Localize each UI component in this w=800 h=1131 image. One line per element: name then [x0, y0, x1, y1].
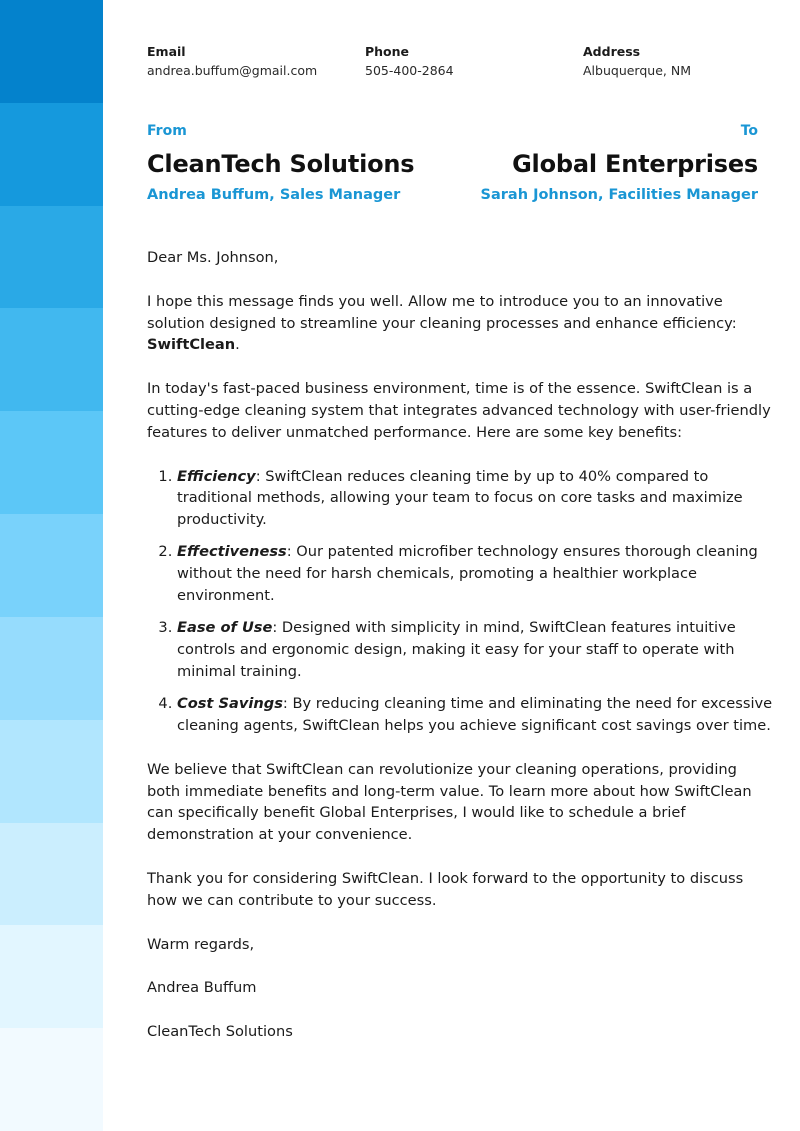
sidebar-band [0, 411, 103, 514]
benefit-term: Effectiveness [177, 543, 287, 561]
sidebar-band [0, 925, 103, 1028]
signature-company: CleanTech Solutions [147, 1023, 293, 1041]
from-label: From [147, 123, 187, 139]
sidebar-band [0, 617, 103, 720]
sidebar-band [0, 0, 103, 103]
intro-paragraph [147, 291, 773, 356]
decorative-sidebar [0, 0, 103, 1131]
sidebar-band [0, 720, 103, 823]
address-label: Address [583, 44, 641, 59]
sidebar-band [0, 1028, 103, 1131]
product-name: SwiftClean [147, 336, 236, 354]
sidebar-band [0, 206, 103, 308]
to-label: To [740, 123, 758, 139]
contact-phone [365, 44, 454, 79]
benefit-item [177, 617, 773, 682]
benefit-term: Ease of Use [177, 619, 273, 637]
email-label: Email [147, 44, 186, 59]
sender-person: Andrea Buffum, Sales Manager [147, 187, 401, 203]
benefit-term: Efficiency [177, 467, 256, 485]
phone-label: Phone [365, 44, 410, 59]
proposal-paragraph: We believe that SwiftClean can revolutionize your cleaning operations, providing both immediate benefits and long-term value. To learn more about how SwiftClean can specifically benefit Global Enterprises, I would like to schedule a brief demonstration at your convenience. [147, 760, 752, 844]
contact-address [583, 44, 691, 79]
email-value: andrea.buffum@gmail.com [147, 63, 318, 78]
sender-organization: CleanTech Solutions [147, 150, 415, 178]
sidebar-band [0, 308, 103, 411]
sender-recipient [147, 121, 758, 211]
benefit-text: : Our patented microfiber technology ensures thorough cleaning without the need for harsh chemicals, promoting a healthier workplace environment. [177, 543, 758, 605]
recipient-block [481, 121, 758, 205]
letter-body [147, 247, 773, 1065]
recipient-person: Sarah Johnson, Facilities Manager [480, 187, 758, 203]
phone-value: 505-400-2864 [365, 63, 454, 78]
benefits-list [147, 466, 773, 737]
intro-end: . [235, 336, 240, 354]
contact-info [147, 44, 758, 84]
contact-email [147, 44, 317, 79]
intro-text: I hope this message finds you well. Allow me to introduce you to an innovative solution designed to streamline your cleaning processes and enhance efficiency: [147, 292, 737, 332]
benefit-item [177, 541, 773, 606]
sidebar-band [0, 823, 103, 925]
benefit-text: : By reducing cleaning time and eliminating the need for excessive cleaning agents, SwiftClean helps you achieve significant cost savings over time. [177, 695, 773, 735]
address-value: Albuquerque, NM [583, 63, 691, 78]
signature-name: Andrea Buffum [147, 979, 257, 997]
benefit-text: : Designed with simplicity in mind, SwiftClean features intuitive controls and ergonomic design, making it easy for your staff to operate with minimal training. [177, 619, 736, 680]
benefit-term: Cost Savings [177, 695, 283, 713]
benefit-item [177, 693, 773, 737]
context-paragraph: In today's fast-paced business environment, time is of the essence. SwiftClean is a cutting-edge cleaning system that integrates advanced technology with user-friendly features to deliver unmatched performance. Here are some key benefits: [147, 380, 771, 441]
sender-block [147, 121, 414, 205]
salutation: Dear Ms. Johnson, [147, 249, 279, 266]
sidebar-band [0, 514, 103, 617]
recipient-organization: Global Enterprises [512, 150, 758, 178]
benefit-text: : SwiftClean reduces cleaning time by up to 40% compared to traditional methods, allowing your team to focus on core tasks and maximize productivity. [177, 467, 743, 529]
benefit-item [177, 466, 773, 531]
closing: Warm regards, [147, 935, 255, 953]
sidebar-band [0, 103, 103, 206]
thanks-paragraph: Thank you for considering SwiftClean. I look forward to the opportunity to discuss how we can contribute to your success. [147, 870, 744, 909]
